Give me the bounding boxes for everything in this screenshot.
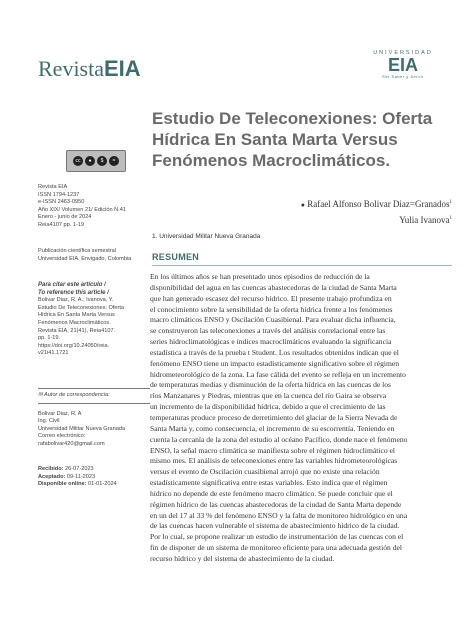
divider — [38, 403, 150, 404]
journal-info-line: e-ISSN 2463-0950 — [38, 199, 85, 206]
journal-brand-eia: EIA — [104, 56, 141, 81]
affiliation: 1. Universidad Militar Nueva Granada — [152, 233, 261, 240]
abstract-heading: RESUMEN — [152, 252, 200, 262]
abstract-line: series hidroclimatológicas e índices macroclimáticos evaluando la significancia — [150, 337, 392, 347]
abstract-line: hídrico no depende de este fenómeno macro climático. Se puede concluir que el — [150, 488, 393, 498]
abstract-line: ENSO, la señal macro climática se manifiesta sobre el régimen hidroclimático el — [150, 445, 396, 455]
citation-line: Revista EIA, 21(41), Reia4107. — [38, 327, 116, 334]
date-value: 09-11-2023 — [66, 473, 96, 480]
publication-line: Publicación científica semestral — [38, 248, 117, 254]
cc-by-nc-nd-icon — [66, 150, 126, 172]
abstract-line: fenómeno ENSO tiene un impacto estadísticamente significativo sobre el régimen — [150, 358, 400, 368]
abstract-line: de temperaturas medias y disminución de la oferta hídrica en las cuencas de los — [150, 380, 392, 390]
abstract-line: de las cuencas hacen vulnerable el sistema de abastecimiento hídrico de la ciudad. — [150, 521, 400, 531]
journal-info-line: Revista EIA — [38, 184, 68, 190]
logo-university-text: UNIVERSIDAD — [373, 50, 433, 56]
by-icon: ● — [85, 156, 95, 166]
abstract-body — [150, 272, 454, 565]
correspondence-label-text: Autor de correspondencia: — [44, 392, 110, 398]
citation-line: Bolivar Diaz, R. A.; Ivanova, Y. — [38, 297, 114, 304]
publication-info — [38, 248, 150, 263]
abstract-line: mismo mes. El análisis de teleconexiones entre las variables hidrometeorológicas — [150, 456, 398, 466]
date-label: Disponible online: — [38, 481, 87, 488]
abstract-line: hidrometeorológico de la zona. La fase cálida del evento se refleja en un incremento — [150, 369, 406, 379]
dates-block — [38, 466, 150, 489]
citation-line: pp. 1-19. — [38, 335, 61, 342]
abstract-line: se construyeron las teleconexiones a través del análisis correlacional entre las — [150, 326, 386, 336]
title-line: Estudio De Teleconexiones: Oferta — [152, 109, 433, 128]
abstract-line: Santa Marta y, como consecuencia, el incremento de su escorrentía. Teniendo en — [150, 423, 395, 433]
date-label: Recibido: — [38, 466, 64, 472]
citation-line: Hídrica En Santa Marta Versus — [38, 312, 115, 319]
nc-icon: $ — [97, 156, 107, 166]
author-1 — [301, 199, 452, 209]
cc-icon: cc — [73, 156, 83, 166]
correspondence-line: Bolivar Diaz, R. A — [38, 410, 82, 417]
abstract-line: estadísticamente significativa entre estas variables. Esto indica que el régimen — [150, 478, 388, 488]
nd-icon: = — [109, 156, 119, 166]
correspondence-block — [38, 385, 150, 449]
citation-block — [38, 282, 150, 358]
abstract-line: En los últimos años se han presentado unos episodios de reducción de la — [150, 272, 370, 281]
abstract-rule — [152, 265, 452, 266]
abstract-line: macro climáticos ENSO y Oscilación Cuasibienal. Para evaluar dicha influencia, — [150, 315, 396, 325]
abstract-line: cuenta la cercanía de la zona del estudio al océano Pacífico, donde nace el fenómeno — [150, 434, 408, 444]
cite-heading: Para citar este artículo / — [38, 282, 106, 288]
journal-info-line: Año XIX/ Volumen 21/ Edición N.41 — [38, 206, 127, 213]
journal-info-line: Enero - junio de 2024 — [38, 214, 92, 221]
university-logo — [364, 50, 442, 79]
abstract-line: el conocimiento sobre la sensibilidad de la oferta hídrica frente a los fenómenos — [150, 304, 393, 314]
journal-info-line: ISSN 1794-1237 — [38, 191, 80, 198]
title-line: Hídrica En Santa Marta Versus — [152, 130, 398, 149]
abstract-line: fin de disponer de un sistema de monitoreo eficiente para una adecuada gestión del — [150, 543, 402, 553]
cite-heading: To reference this article / — [38, 289, 109, 296]
correspondence-label: ✉ Autor de correspondencia: — [38, 392, 110, 398]
journal-info-line: Reia4107 pp. 1-19 — [38, 221, 85, 228]
citation-line: Estudio De Teleconexiones: Oferta — [38, 304, 125, 311]
abstract-line: versus el evento de Oscilación cuasibienal arrojó que no existe una relación — [150, 467, 380, 477]
author-name: Rafael Alfonso Bolivar Diaz=Granados — [307, 199, 450, 209]
abstract-line: que han generado escasez del recurso hídrico. El presente trabajo profundiza en — [150, 293, 392, 303]
publication-line: Universidad EIA, Envigado, Colombia — [38, 255, 132, 262]
correspondence-line: Correo electrónico: — [38, 433, 86, 440]
author-sup: 1 — [449, 216, 452, 221]
logo-tagline: Ser Saber y Servir — [382, 74, 424, 79]
correspondence-line: Universidad Militar Nueva Granada — [38, 425, 126, 432]
abstract-line: en un del 17 al 33 % del fenómeno ENSO y la falta de monitoreo hidrológico en una — [150, 510, 408, 520]
citation-line: Fenómenos Macroclimáticos. — [38, 319, 111, 326]
journal-brand — [38, 56, 141, 82]
date-value: 01-01-2024 — [88, 481, 117, 488]
email-link[interactable]: rafabolivar420@gmail.com — [38, 440, 105, 447]
doi-link[interactable]: https://doi.org/10.24050/reia. — [38, 342, 110, 349]
abstract-line: estadística a través de la prueba t Student. Los resultados obtenidos indican que el — [150, 347, 399, 357]
date-value: 26-07-2023 — [65, 466, 94, 472]
author-2 — [399, 215, 452, 225]
abstract-line: recurso hídrico y del sistema de abastecimiento de la ciudad. — [150, 553, 335, 563]
journal-info — [38, 184, 150, 230]
abstract-line: Por lo cual, se propone realizar un estudio de instrumentación de las cuencas con el — [150, 532, 404, 542]
doi-link[interactable]: v21i41.1721 — [38, 350, 69, 357]
title-line: Fenómenos Macroclimáticos. — [152, 151, 391, 170]
author-sup: 1 — [449, 200, 452, 205]
abstract-line: disponibilidad del agua en las cuencas abastecedoras de la ciudad de Santa Marta — [150, 282, 397, 292]
divider — [38, 388, 150, 389]
date-label: Aceptado: — [38, 473, 66, 480]
abstract-line: régimen hídrico de las cuencas abastecedoras de la ciudad de Santa Marta depende — [150, 499, 402, 509]
abstract-line: un incremento de la disponibilidad hídrica, debido a que el crecimiento de las — [150, 402, 386, 412]
abstract-line: ríos Manzanares y Piedras, mientras que en la cuenca del río Gaira se observa — [150, 391, 387, 401]
abstract-line: temperaturas produce proceso de derretimiento del glaciar de la Sierra Nevada de — [150, 412, 398, 422]
author-name: Yulia Ivanova — [399, 215, 450, 225]
logo-eia-text: EIA — [387, 55, 418, 75]
journal-prefix: Revista — [38, 56, 104, 81]
article-title — [152, 108, 452, 171]
correspondence-line: Ing. Civil — [38, 418, 60, 425]
orcid-icon[interactable]: ● — [300, 201, 305, 209]
